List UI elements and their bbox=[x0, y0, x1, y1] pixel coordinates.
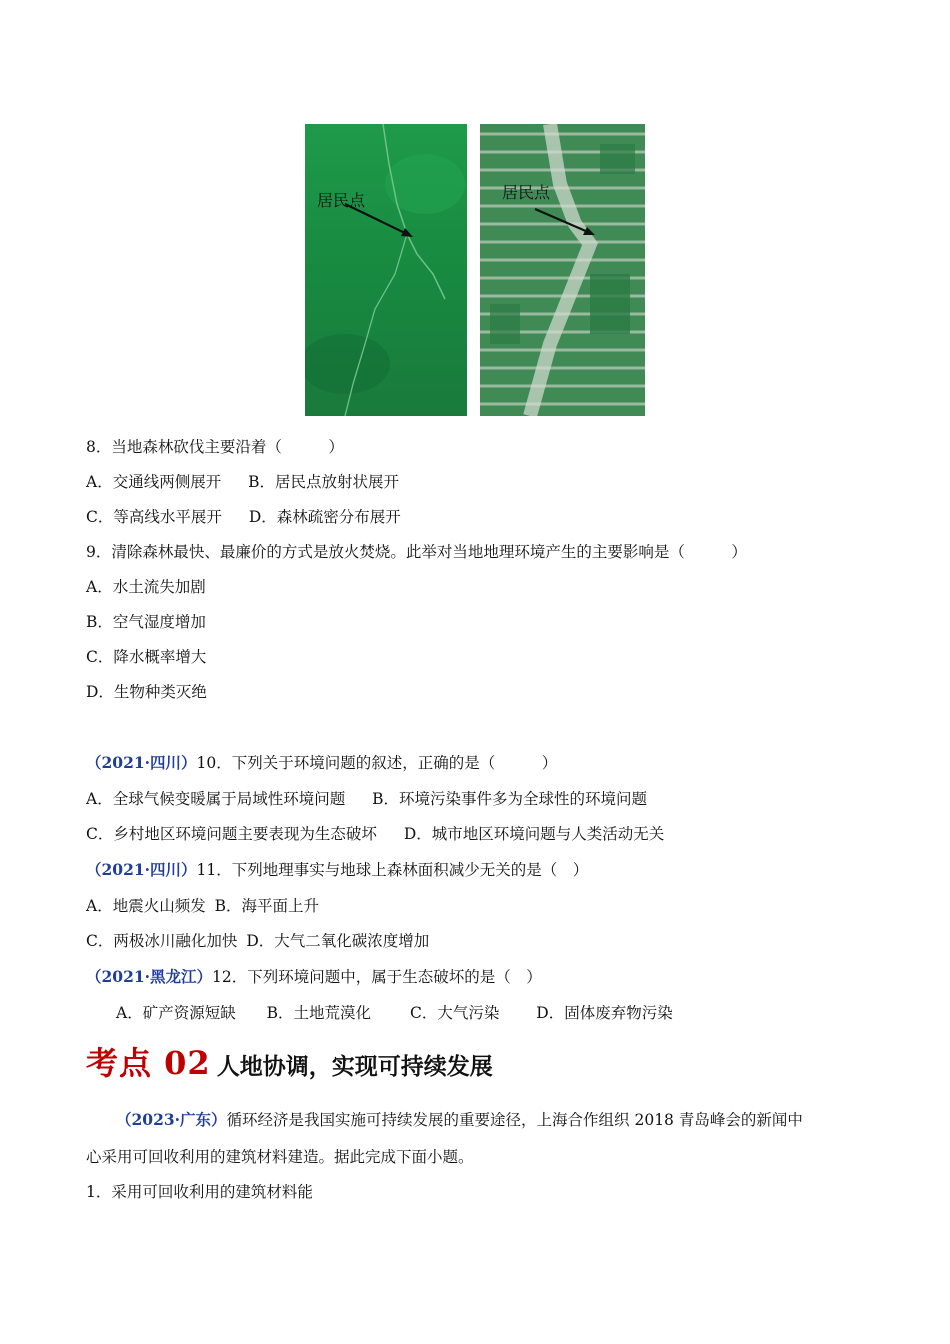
option-b: B．居民点放射状展开 bbox=[248, 473, 400, 491]
settlement-label-right: 居民点 bbox=[502, 183, 551, 202]
question-12-options bbox=[116, 1003, 673, 1023]
option-c: C．等高线水平展开 bbox=[86, 508, 222, 526]
option-a: A．矿产资源短缺 bbox=[116, 1004, 236, 1022]
option-a: A．交通线两侧展开 bbox=[86, 473, 222, 491]
option-d: D．大气二氧化碳浓度增加 bbox=[246, 932, 430, 950]
section-title: 人地协调，实现可持续发展 bbox=[216, 1054, 493, 1080]
question-source: （2021·四川） bbox=[86, 753, 197, 772]
question-11-stem bbox=[86, 860, 588, 880]
option-b: B．土地荒漠化 bbox=[266, 1004, 372, 1022]
question-8-stem: 8．当地森林砍伐主要沿着（ ） bbox=[86, 438, 344, 456]
option-d: D．生物种类灭绝 bbox=[86, 683, 207, 701]
settlement-label-left: 居民点 bbox=[317, 191, 366, 210]
option-d: D．城市地区环境问题与人类活动无关 bbox=[403, 825, 665, 843]
question-8-options-row1 bbox=[86, 472, 399, 492]
option-b: B．空气湿度增加 bbox=[86, 613, 206, 631]
satellite-image-before bbox=[305, 124, 467, 416]
question-9-stem: 9．清除森林最快、最廉价的方式是放火焚烧。此举对当地地理环境产生的主要影响是（ ） bbox=[86, 543, 747, 561]
question-10-options-row2 bbox=[86, 824, 664, 844]
question-12-stem bbox=[86, 967, 542, 987]
option-d: D．固体废弃物污染 bbox=[536, 1004, 673, 1022]
intro-line-1 bbox=[116, 1110, 803, 1130]
question-text: 10．下列关于环境问题的叙述，正确的是（ ） bbox=[196, 754, 558, 772]
option-c: C．降水概率增大 bbox=[86, 648, 207, 666]
intro-source: （2023·广东） bbox=[116, 1110, 227, 1129]
option-c: C．两极冰川融化加快 bbox=[86, 932, 238, 950]
option-a: A．水土流失加剧 bbox=[86, 578, 206, 596]
question-8-options-row2 bbox=[86, 507, 401, 527]
question-source: （2021·黑龙江） bbox=[86, 967, 213, 986]
question-11-options-row1 bbox=[86, 896, 319, 916]
option-b: B．环境污染事件多为全球性的环境问题 bbox=[372, 790, 648, 808]
satellite-image-after bbox=[480, 124, 645, 416]
question-source: （2021·四川） bbox=[86, 860, 197, 879]
question-10-options-row1 bbox=[86, 789, 647, 809]
question-11-options-row2 bbox=[86, 931, 429, 951]
option-a: A．全球气候变暖属于局域性环境问题 bbox=[86, 790, 346, 808]
option-d: D．森林疏密分布展开 bbox=[248, 508, 401, 526]
question-10-stem bbox=[86, 753, 557, 773]
section-number: 考点 02 bbox=[86, 1044, 211, 1082]
intro-text-1: 循环经济是我国实施可持续发展的重要途径，上海合作组织 2018 青岛峰会的新闻中 bbox=[226, 1111, 803, 1129]
option-c: C．大气污染 bbox=[409, 1004, 500, 1022]
question-text: 11．下列地理事实与地球上森林面积减少无关的是（ ） bbox=[196, 861, 589, 879]
option-c: C．乡村地区环境问题主要表现为生态破坏 bbox=[86, 825, 377, 843]
question-text: 12．下列环境问题中，属于生态破坏的是（ ） bbox=[212, 968, 542, 986]
section-heading bbox=[86, 1038, 493, 1084]
option-a: A．地震火山频发 bbox=[86, 897, 206, 915]
question-1-stem: 1．采用可回收利用的建筑材料能 bbox=[86, 1183, 313, 1201]
intro-line-2: 心采用可回收利用的建筑材料建造。据此完成下面小题。 bbox=[86, 1148, 474, 1166]
option-b: B．海平面上升 bbox=[214, 897, 320, 915]
